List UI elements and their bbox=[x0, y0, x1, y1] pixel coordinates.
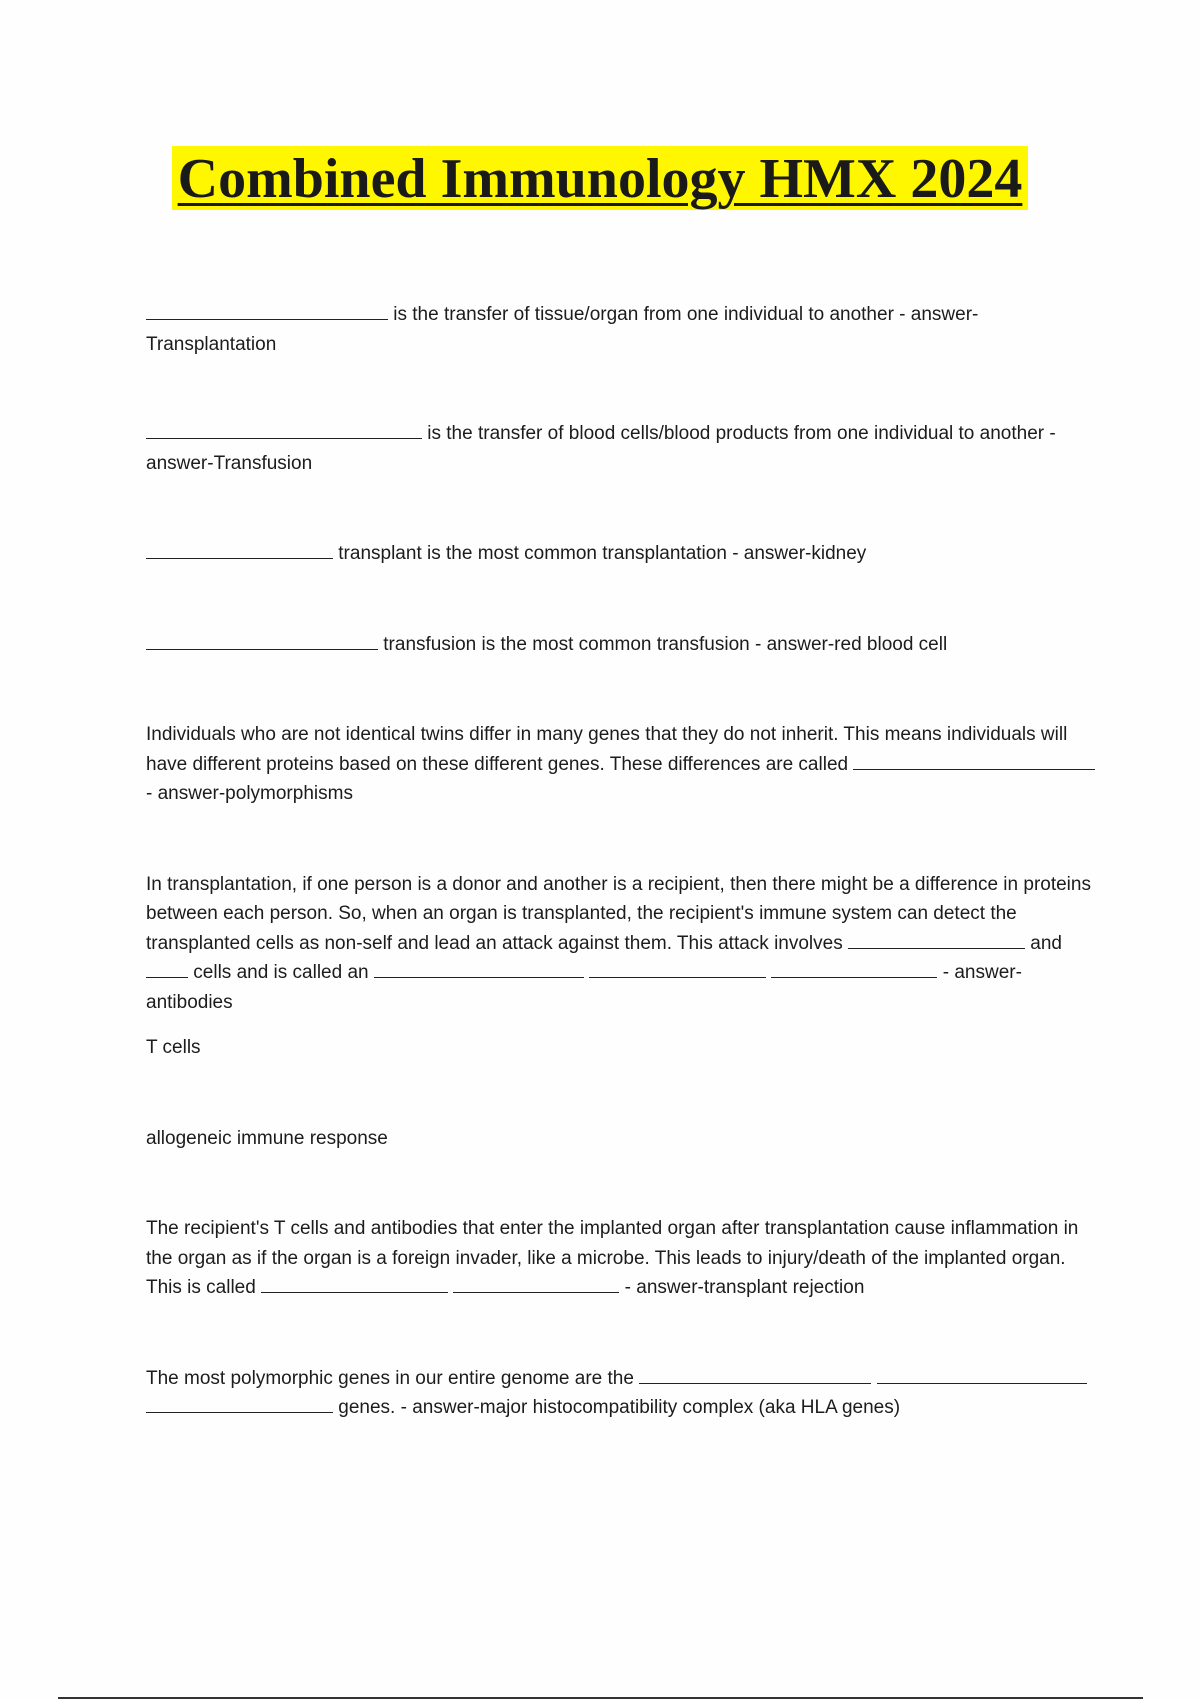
answer-blank bbox=[146, 959, 188, 978]
question-item bbox=[146, 630, 1096, 660]
answer-blank bbox=[639, 1365, 871, 1384]
answer-blank bbox=[146, 540, 333, 559]
answer-line bbox=[146, 1033, 1096, 1063]
question-item bbox=[146, 720, 1101, 809]
question-text: - answer-antibodies bbox=[146, 962, 1022, 1013]
answer-line bbox=[146, 1124, 1096, 1154]
question-text: is the transfer of blood cells/blood products from one individual to another - answer-Transfusion bbox=[146, 423, 1061, 474]
question-list bbox=[146, 300, 1101, 1423]
question-text: In transplantation, if one person is a donor and another is a recipient, then there might be a difference in proteins between each person. So, when an organ is transplanted, the recipient's immune system can detect the transplanted cells as non-self and lead an attack against them. This attack involves bbox=[146, 873, 1097, 954]
question-text: transfusion is the most common transfusion - answer-red blood cell bbox=[378, 633, 948, 655]
question-text: transplant is the most common transplantation - answer-kidney bbox=[333, 543, 867, 564]
answer-blank bbox=[261, 1274, 448, 1293]
question-item bbox=[146, 1214, 1096, 1303]
question-text: genes. - answer-major histocompatibility complex (aka HLA genes) bbox=[333, 1397, 901, 1418]
question-item bbox=[146, 1364, 1096, 1423]
answer-blank bbox=[146, 301, 388, 320]
answer-blank bbox=[848, 930, 1025, 949]
answer-text: allogeneic immune response bbox=[146, 1127, 388, 1149]
answer-blank bbox=[771, 959, 937, 978]
answer-blank bbox=[146, 631, 378, 650]
answer-blank bbox=[374, 959, 584, 978]
question-text: cells and is called an bbox=[188, 962, 374, 983]
question-text: - answer-polymorphisms bbox=[146, 753, 1101, 804]
page-title: Combined Immunology HMX 2024 bbox=[172, 146, 1029, 210]
question-text: - answer-transplant rejection bbox=[619, 1277, 865, 1298]
question-item bbox=[146, 539, 1096, 569]
answer-text: T cells bbox=[146, 1037, 201, 1058]
answer-blank bbox=[146, 1394, 333, 1413]
question-text: Individuals who are not identical twins differ in many genes that they do not inherit. This means individuals will have different proteins based on these different genes. These differences are called bbox=[146, 724, 1073, 775]
question-text: The most polymorphic genes in our entire genome are the bbox=[146, 1367, 640, 1389]
question-item bbox=[146, 300, 1096, 359]
answer-blank bbox=[453, 1274, 619, 1293]
answer-blank bbox=[853, 751, 1095, 770]
question-item bbox=[146, 419, 1096, 478]
answer-blank bbox=[877, 1365, 1087, 1384]
title-wrap bbox=[0, 146, 1200, 210]
question-item bbox=[146, 870, 1096, 1018]
question-text: and bbox=[1025, 932, 1068, 954]
question-text: is the transfer of tissue/organ from one individual to another - answer-Transplantation bbox=[146, 304, 979, 355]
answer-blank bbox=[146, 420, 422, 439]
answer-blank bbox=[589, 959, 766, 978]
bottom-divider bbox=[58, 1697, 1143, 1699]
question-text: The recipient's T cells and antibodies that enter the implanted organ after transplantation cause inflammation in the organ as if the organ is a foreign invader, like a microbe. This leads to injury/death of the implanted organ. This is called bbox=[146, 1218, 1084, 1298]
